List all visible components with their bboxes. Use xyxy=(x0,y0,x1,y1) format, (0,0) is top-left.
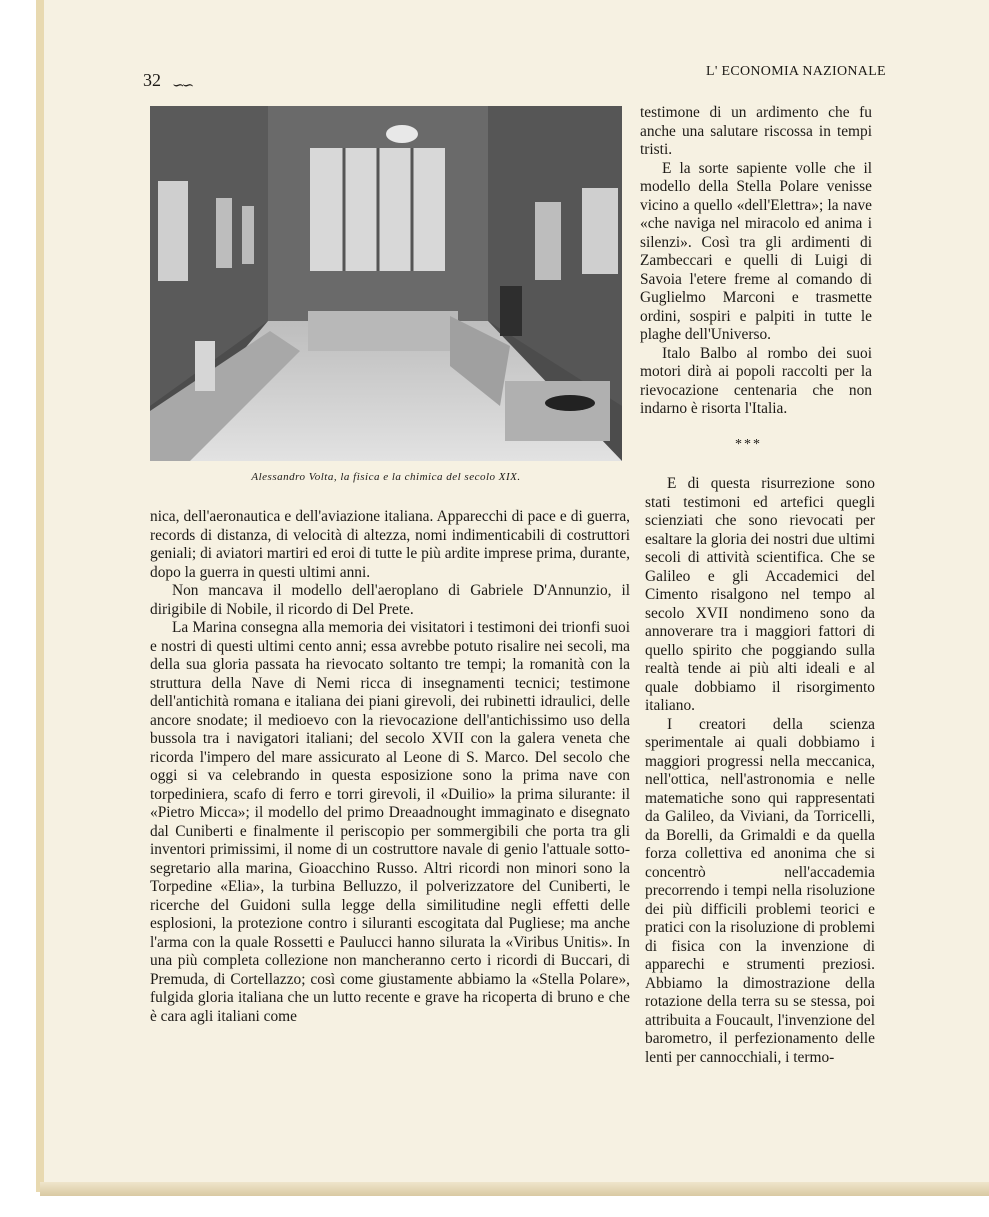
exhibition-room-image xyxy=(150,106,622,461)
paragraph: Italo Balbo al rombo dei suoi motori dirà ai popoli raccolti per la rievocazione centenaria che non indarno è risorta l'Italia. xyxy=(640,344,872,417)
paragraph: La Marina consegna alla memoria dei visitatori i testimoni dei trionfi suoi e nostri di questi ultimi cento anni; essa avrebbe potuto risalire nei secoli, ma della sua gloria passata ha rievocato soltanto tre tempi; la romanità con la struttura della Nave di Nemi ricca di insegnamenti tecnici; testimone dell'antichità romana e italiana dei piani girevoli, dei rubinetti idraulici, delle ancore snodate; il medioevo con la rievocazione dell'antichissimo uso della bussola tra i navigatori italiani; del secolo XVII con la galera veneta che ricorda l'impero del mare assicurato al Leone di S. Marco. Del secolo che oggi si va celebrando in questa esposizione sono la prima nave con torpediniera, scafo di ferro e torri girevoli, il «Duilio» la prima silurante: il «Pietro Micca»; il modello del primo Dreaadnought immaginato e disegnato dal Cuniberti e finalmente il periscopio per sommergibili che porta tra gli inventori primissimi, il nome di un costruttore navale di genio l'attuale sotto-segretario alla marina, Gioacchino Russo. Altri ricordi non minori sono la Torpedine «Elia», la turbina Belluzzo, il polverizzatore del Cuniberti, le ricerche del Guidoni sulla legge della similitudine negli effetti delle esplosioni, la protezione contro i siluranti escogitata dal Pugliese; ma anche l'arma con la quale Rossetti e Paulucci hanno silurata la «Viribus Unitis». In una più completa collezione non mancheranno certo i ricordi di Buccari, di Premuda, di Cortellazzo; così come giustamente abbiamo la «Stella Polare», fulgida gloria italiana che un lutto recente e grave ha ricoperta di bruno e che è cara agli italiani come xyxy=(150,619,630,1025)
photo-caption: Alessandro Volta, la fisica e la chimica del secolo XIX. xyxy=(251,471,521,483)
paragraph: nica, dell'aeronautica e dell'aviazione italiana. Apparecchi di pace e di guerra, records di distanza, di velocità di altezza, nomi indimenticabili di costruttori geniali; di aviatori martiri ed eroi di tutte le più ardite imprese prima, durante, dopo la guerra in questi ultimi anni. xyxy=(150,508,630,581)
right-column-bottom xyxy=(645,475,875,1067)
paragraph: E la sorte sapiente volle che il modello della Stella Polare venisse vicino a quello «dell'Elettra»; la nave «che naviga nel miracolo ed anima i silenzi». Così tra gli ardimenti di Zambeccari e quelli di Luigi di Savoia l'etere freme al comando di Guglielmo Marconi e trasmette ordini, sospiri e palpiti in tutte le plaghe dell'Universo. xyxy=(640,159,872,343)
left-column-main xyxy=(150,508,630,1026)
page-bottom-edge xyxy=(40,1182,989,1196)
right-column-top xyxy=(640,104,872,419)
paragraph: testimone di un ardimento che fu anche una salutare riscossa in tempi tristi. xyxy=(640,104,872,158)
paragraph: Non mancava il modello dell'aeroplano di Gabriele D'Annunzio, il dirigibile di Nobile, il ricordo di Del Prete. xyxy=(150,582,630,618)
page-number: 32 xyxy=(143,70,161,90)
header-ornament: ∽∽ xyxy=(172,78,192,94)
exhibition-photo xyxy=(150,106,622,461)
paragraph: E di questa risurrezione sono stati testimoni ed artefici quegli scienziati che sono rievocati per esaltare la gloria dei nostri due ultimi secoli di attività scientifica. Che se Galileo e gli Accademici del Cimento risalgono nel tempo al secolo XVII nondimeno sono da annoverare tra i maggiori fattori di quello spirito che poggiando sulla realtà tende ai più alti ideali e al quale dobbiamo il risorgimento italiano. xyxy=(645,475,875,714)
paragraph: I creatori della scienza sperimentale ai quali dobbiamo i maggiori progressi nella meccanica, nell'ottica, nell'astronomia e nelle matematiche sono qui rappresentati da Galileo, da Viviani, da Torricelli, da Borelli, da Grimaldi e da quella forza collettiva ed anonima che si concentrò nell'accademia precorrendo i tempi nella risoluzione dei più difficili problemi teorici e pratici con la risoluzione di problemi di fisica con la invenzione di apparechi e strumenti preziosi. Abbiamo la dimostrazione della rotazione della terra su se stessa, poi attribuita a Foucault, l'invenzione del barometro, il perfezionamento delle lenti per cannocchiali, i termo- xyxy=(645,715,875,1066)
section-separator: *** xyxy=(735,437,762,452)
journal-title: L' ECONOMIA NAZIONALE xyxy=(706,64,886,79)
